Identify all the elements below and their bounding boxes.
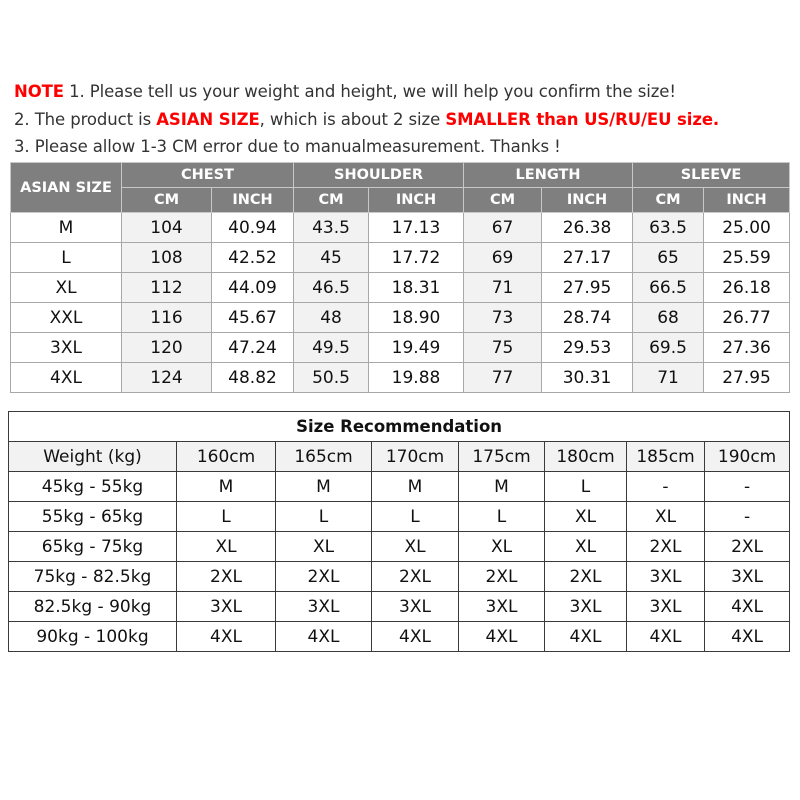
inch-value: 42.52 [212,243,294,273]
inch-value: 26.77 [704,303,790,333]
recommended-size: 3XL [627,592,705,622]
recommended-size: XL [545,532,627,562]
recommended-size: L [276,502,372,532]
cm-value: 66.5 [633,273,704,303]
recommended-size: M [459,472,545,502]
inch-value: 45.67 [212,303,294,333]
cm-value: 65 [633,243,704,273]
recommended-size: 3XL [627,562,705,592]
note-line-2-suffix: . [712,109,720,129]
inch-value: 27.95 [704,363,790,393]
recommended-size: - [627,472,705,502]
inch-value: 27.95 [542,273,633,303]
recommended-size: - [705,502,790,532]
height-header: 170cm [372,442,459,472]
unit-header: CM [633,188,704,213]
recommended-size: L [177,502,276,532]
recommended-size: 3XL [177,592,276,622]
recommended-size: L [372,502,459,532]
recommendation-row [9,532,790,562]
size-row [11,243,790,273]
weight-range: 75kg - 82.5kg [9,562,177,592]
recommended-size: 2XL [545,562,627,592]
recommended-size: XL [372,532,459,562]
inch-value: 44.09 [212,273,294,303]
cm-value: 124 [122,363,212,393]
size-row [11,213,790,243]
recommendation-row [9,562,790,592]
cm-value: 116 [122,303,212,333]
recommended-size: 3XL [372,592,459,622]
unit-header: INCH [212,188,294,213]
inch-value: 18.90 [369,303,464,333]
size-chart-unit-header [11,188,790,213]
recommended-size: 4XL [276,622,372,652]
cm-value: 67 [464,213,542,243]
inch-value: 40.94 [212,213,294,243]
recommendation-row [9,502,790,532]
weight-range: 82.5kg - 90kg [9,592,177,622]
note-line-3: 3. Please allow 1-3 CM error due to manualmeasurement. Thanks ! [14,137,561,156]
cm-value: 108 [122,243,212,273]
recommendation-header-row [9,442,790,472]
recommended-size: 3XL [276,592,372,622]
weight-range: 90kg - 100kg [9,622,177,652]
note-line-2-prefix: 2. The product is [14,109,157,129]
inch-value: 47.24 [212,333,294,363]
inch-value: 25.00 [704,213,790,243]
cm-value: 73 [464,303,542,333]
recommended-size: - [705,472,790,502]
note-line-1 [14,78,794,106]
recommended-size: 3XL [459,592,545,622]
height-header: 185cm [627,442,705,472]
recommended-size: 4XL [705,592,790,622]
size-label: XXL [11,303,122,333]
recommended-size: XL [177,532,276,562]
recommended-size: L [459,502,545,532]
weight-range: 65kg - 75kg [9,532,177,562]
inch-value: 19.88 [369,363,464,393]
height-header: 180cm [545,442,627,472]
unit-header: INCH [704,188,790,213]
cm-value: 69.5 [633,333,704,363]
height-header: 175cm [459,442,545,472]
length-header: LENGTH [464,163,633,188]
size-label: 4XL [11,363,122,393]
cm-value: 48 [294,303,369,333]
inch-value: 26.38 [542,213,633,243]
recommended-size: 2XL [177,562,276,592]
unit-header: INCH [369,188,464,213]
height-header: 160cm [177,442,276,472]
size-label: L [11,243,122,273]
cm-value: 45 [294,243,369,273]
shoulder-header: SHOULDER [294,163,464,188]
recommended-size: 2XL [459,562,545,592]
cm-value: 71 [633,363,704,393]
recommended-size: L [545,472,627,502]
size-chart-group-header [11,163,790,188]
recommendation-row [9,472,790,502]
recommended-size: M [177,472,276,502]
recommended-size: 3XL [705,562,790,592]
unit-header: CM [464,188,542,213]
cm-value: 46.5 [294,273,369,303]
recommended-size: 2XL [627,532,705,562]
recommended-size: 2XL [276,562,372,592]
size-notes [14,78,794,161]
sleeve-header: SLEEVE [633,163,790,188]
inch-value: 25.59 [704,243,790,273]
smaller-than-highlight: SMALLER than US/RU/EU size [445,109,713,129]
size-row [11,333,790,363]
cm-value: 112 [122,273,212,303]
note-line-1-text: 1. Please tell us your weight and height, we will help you confirm the size! [63,82,676,101]
inch-value: 27.17 [542,243,633,273]
recommendation-title-row [9,412,790,442]
cm-value: 69 [464,243,542,273]
inch-value: 29.53 [542,333,633,363]
size-label: XL [11,273,122,303]
note-line-2 [14,106,794,134]
cm-value: 77 [464,363,542,393]
size-chart-table [10,162,790,393]
recommended-size: 4XL [459,622,545,652]
cm-value: 50.5 [294,363,369,393]
recommended-size: XL [627,502,705,532]
size-row [11,273,790,303]
cm-value: 71 [464,273,542,303]
recommended-size: 2XL [705,532,790,562]
recommended-size: 4XL [705,622,790,652]
recommended-size: XL [276,532,372,562]
inch-value: 27.36 [704,333,790,363]
inch-value: 30.31 [542,363,633,393]
asian-size-highlight: ASIAN SIZE [156,109,260,129]
inch-value: 28.74 [542,303,633,333]
inch-value: 19.49 [369,333,464,363]
unit-header: CM [122,188,212,213]
chest-header: CHEST [122,163,294,188]
note-line-2-middle: , which is about 2 size [259,109,446,129]
weight-header: Weight (kg) [9,442,177,472]
size-row [11,303,790,333]
height-header: 165cm [276,442,372,472]
size-recommendation-table [8,411,790,652]
inch-value: 26.18 [704,273,790,303]
recommendation-title: Size Recommendation [9,412,790,442]
recommended-size: XL [459,532,545,562]
recommended-size: M [372,472,459,502]
size-label: 3XL [11,333,122,363]
cm-value: 75 [464,333,542,363]
inch-value: 48.82 [212,363,294,393]
recommended-size: 3XL [545,592,627,622]
recommended-size: XL [545,502,627,532]
height-header: 190cm [705,442,790,472]
asian-size-header: ASIAN SIZE [11,163,122,213]
recommended-size: 2XL [372,562,459,592]
recommended-size: 4XL [627,622,705,652]
cm-value: 68 [633,303,704,333]
cm-value: 63.5 [633,213,704,243]
recommendation-row [9,592,790,622]
recommended-size: M [276,472,372,502]
unit-header: INCH [542,188,633,213]
size-label: M [11,213,122,243]
cm-value: 43.5 [294,213,369,243]
recommendation-row [9,622,790,652]
size-row [11,363,790,393]
inch-value: 18.31 [369,273,464,303]
weight-range: 55kg - 65kg [9,502,177,532]
inch-value: 17.72 [369,243,464,273]
unit-header: CM [294,188,369,213]
cm-value: 104 [122,213,212,243]
inch-value: 17.13 [369,213,464,243]
recommended-size: 4XL [545,622,627,652]
recommended-size: 4XL [372,622,459,652]
recommended-size: 4XL [177,622,276,652]
weight-range: 45kg - 55kg [9,472,177,502]
note-label: NOTE [14,82,64,101]
cm-value: 120 [122,333,212,363]
cm-value: 49.5 [294,333,369,363]
